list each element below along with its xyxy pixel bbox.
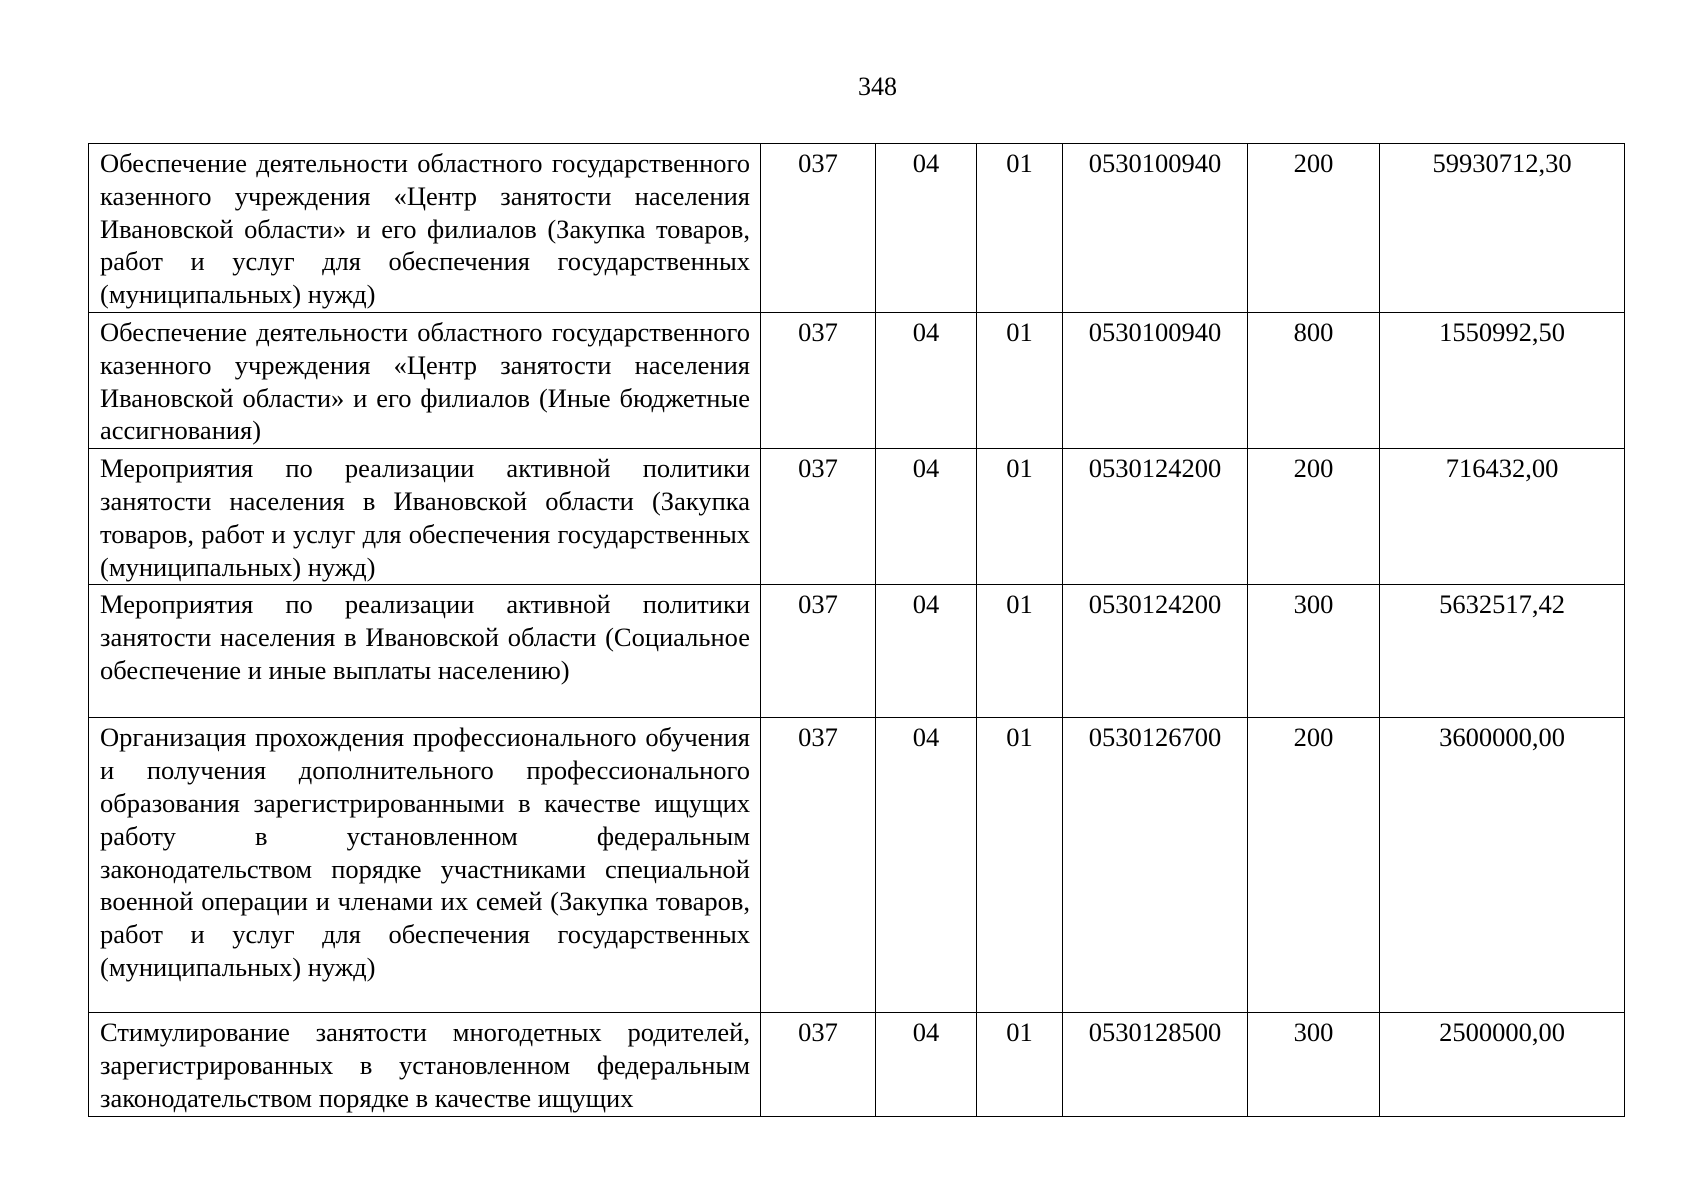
table-row xyxy=(89,144,1625,313)
row-amount: 716432,00 xyxy=(1380,449,1625,585)
table-row xyxy=(89,312,1625,448)
row-section-code: 04 xyxy=(876,585,977,718)
row-subsection-code: 01 xyxy=(977,1013,1063,1116)
row-description: Мероприятия по реализации активной политики занятости населения в Ивановской области (Закупка товаров, работ и услуг для обеспечения государственных (муниципальных) нужд) xyxy=(89,449,761,585)
row-subsection-code: 01 xyxy=(977,718,1063,1013)
row-amount: 1550992,50 xyxy=(1380,312,1625,448)
table-row xyxy=(89,449,1625,585)
row-section-code: 04 xyxy=(876,449,977,585)
row-amount: 3600000,00 xyxy=(1380,718,1625,1013)
row-admin-code: 037 xyxy=(761,312,876,448)
row-section-code: 04 xyxy=(876,144,977,313)
table-row xyxy=(89,585,1625,718)
row-description: Организация прохождения профессионального обучения и получения дополнительного профессионального образования зарегистрированными в качестве ищущих работу в установленном федеральным законодательством порядке участниками специальной военной операции и членами их семей (Закупка товаров, работ и услуг для обеспечения государственных (муниципальных) нужд) xyxy=(89,718,761,1013)
row-expense-type-code: 200 xyxy=(1248,144,1380,313)
row-expense-type-code: 200 xyxy=(1248,449,1380,585)
row-target-article-code: 0530100940 xyxy=(1063,144,1248,313)
row-description: Мероприятия по реализации активной политики занятости населения в Ивановской области (Социальное обеспечение и иные выплаты населению) xyxy=(89,585,761,718)
row-subsection-code: 01 xyxy=(977,585,1063,718)
row-admin-code: 037 xyxy=(761,1013,876,1116)
row-subsection-code: 01 xyxy=(977,449,1063,585)
row-section-code: 04 xyxy=(876,718,977,1013)
row-expense-type-code: 200 xyxy=(1248,718,1380,1013)
row-expense-type-code: 300 xyxy=(1248,585,1380,718)
row-admin-code: 037 xyxy=(761,718,876,1013)
row-description: Обеспечение деятельности областного государственного казенного учреждения «Центр занятости населения Ивановской области» и его филиалов (Закупка товаров, работ и услуг для обеспечения государственных (муниципальных) нужд) xyxy=(89,144,761,313)
row-section-code: 04 xyxy=(876,312,977,448)
table-row xyxy=(89,718,1625,1013)
row-amount: 59930712,30 xyxy=(1380,144,1625,313)
row-amount: 2500000,00 xyxy=(1380,1013,1625,1116)
row-target-article-code: 0530100940 xyxy=(1063,312,1248,448)
row-section-code: 04 xyxy=(876,1013,977,1116)
row-expense-type-code: 800 xyxy=(1248,312,1380,448)
row-target-article-code: 0530124200 xyxy=(1063,449,1248,585)
row-amount: 5632517,42 xyxy=(1380,585,1625,718)
row-subsection-code: 01 xyxy=(977,312,1063,448)
table-row xyxy=(89,1013,1625,1116)
row-target-article-code: 0530124200 xyxy=(1063,585,1248,718)
page-number: 348 xyxy=(858,72,897,101)
row-target-article-code: 0530128500 xyxy=(1063,1013,1248,1116)
row-target-article-code: 0530126700 xyxy=(1063,718,1248,1013)
row-subsection-code: 01 xyxy=(977,144,1063,313)
budget-table xyxy=(88,143,1625,1117)
row-expense-type-code: 300 xyxy=(1248,1013,1380,1116)
row-description: Стимулирование занятости многодетных родителей, зарегистрированных в установленном федеральным законодательством порядке в качестве ищущих xyxy=(89,1013,761,1116)
row-admin-code: 037 xyxy=(761,144,876,313)
row-admin-code: 037 xyxy=(761,449,876,585)
row-description: Обеспечение деятельности областного государственного казенного учреждения «Центр занятости населения Ивановской области» и его филиалов (Иные бюджетные ассигнования) xyxy=(89,312,761,448)
row-admin-code: 037 xyxy=(761,585,876,718)
